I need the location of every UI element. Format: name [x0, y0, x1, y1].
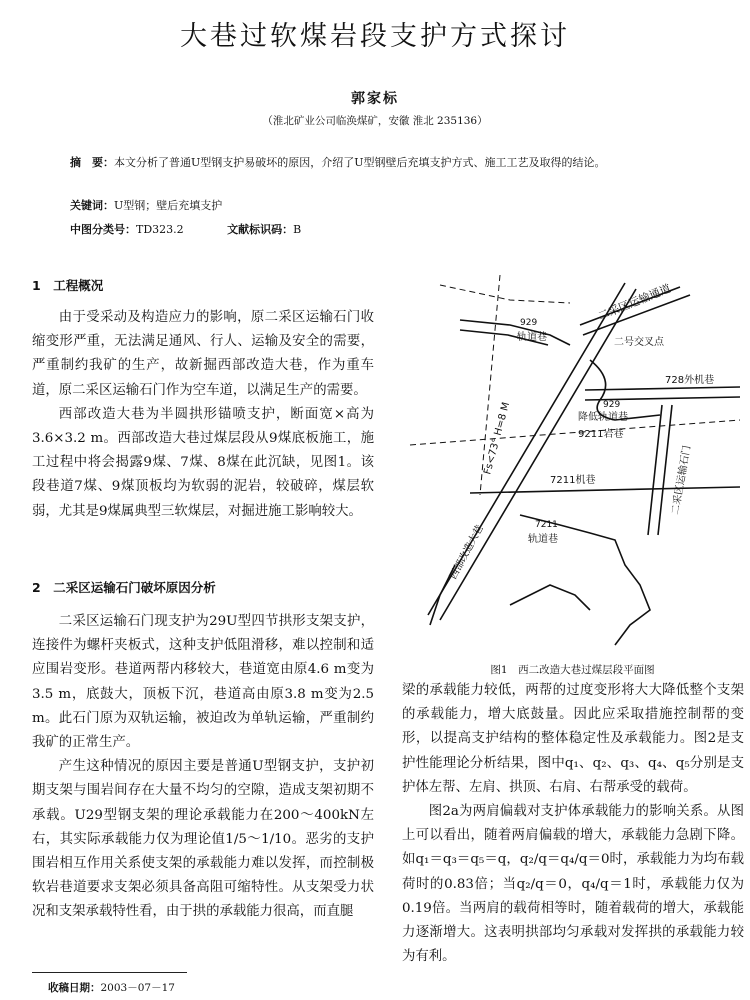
paragraph: 二采区运输石门现支护为29U型四节拱形支架支护，连接件为螺杆夹板式，这种支护低阻滑移，难以控制和适应围岩变形。巷道两帮内移较大，巷道宽由原4.6 m变为3.5 m，底鼓大，顶板下沉，巷道高由原3.8 m变为2.5 m。此石门原为双轨运输，被迫改为单轨运输，严重制约我矿的正常生产。 [32, 614, 374, 751]
clc-label: 中图分类号： [70, 223, 136, 236]
rock-9211-dashed [410, 420, 740, 445]
footnote-divider [32, 972, 187, 973]
footnote-value: 2003－07－17 [100, 982, 175, 994]
keywords [70, 197, 222, 213]
abstract [70, 153, 685, 173]
track-7211-line [510, 585, 590, 610]
figure-1-map [400, 265, 745, 670]
keywords-text: U型钢；壁后充填支护 [114, 199, 223, 212]
label-929: 929 [520, 318, 538, 328]
right-column-body [402, 679, 744, 969]
section-1-heading: 1 工程概况 [32, 278, 104, 293]
label-crosscut: 二采区运输石门 [670, 444, 694, 516]
abstract-text: 本文分析了普通U型钢支护易破坏的原因，介绍了U型钢壁后充填支护方式、施工工艺及取得的结论。 [114, 156, 606, 169]
paragraph: 西部改造大巷为半圆拱形锚喷支护，断面宽×高为3.6×3.2 m。西部改造大巷过煤层段从9煤底板施工，施工过程中将会揭露9煤、7煤、8煤在此沉缺，见图1。该段巷道7煤、9煤顶板均为软弱的泥岩，较破碎，煤层软弱，尤其是9煤属典型三软煤层，对掘进施工影响较大。 [32, 406, 374, 519]
label-7211-machine: 7211机巷 [550, 475, 596, 486]
section-2-heading: 2 二采区运输石门破坏原因分析 [32, 580, 216, 595]
author: 郭家标 [351, 91, 399, 107]
label-7211-track: 轨道巷 [528, 534, 558, 545]
dashed-line [440, 285, 570, 303]
label-junction: 二号交叉点 [614, 337, 664, 348]
figure-caption: 图1 西二改造大巷过煤层段平面图 [490, 664, 655, 676]
abstract-label: 摘 要： [70, 156, 114, 169]
doc-code-label: 文献标识码： [227, 223, 294, 236]
page-title: 大巷过软煤岩段支护方式探讨 [180, 21, 570, 52]
section-1-body [32, 306, 374, 524]
affiliation: （淮北矿业公司临涣煤矿，安徽 淮北 235136） [262, 115, 488, 127]
label-main-roadway: 西部改造大巷 [447, 523, 486, 582]
paragraph: 产生这种情况的原因主要是普通U型钢支护，支护初期支架与围岩间存在大量不均匀的空隙，造成支架初期不承载。U29型钢支架的理论承载能力在200～400kN左右，其实际承载能力仅为理论值1/5～1/10。恶劣的支护围岩相互作用关系使支架的承载能力难以发挥，而控制极软岩巷道要求支架必须具备高阻可缩特性。从支架受力状况和支架承载特性看，由于拱的承载能力很高，而直腿 [32, 759, 374, 920]
paragraph: 图2a为两肩偏载对支护体承载能力的影响关系。从图上可以看出，随着两肩偏载的增大，承载能力急剧下降。如q₁＝q₃＝q₅＝q，q₂/q＝q₄/q＝0时，承载能力为均布载荷时的0.83倍；当q₂/q＝0，q₄/q＝1时，承载能力仅为0.19倍。当两肩的载荷相等时，随着载荷的增大，承载能力逐渐增大。这表明拱部均匀承载对发挥拱的承载能力较为有利。 [402, 804, 744, 965]
label-929-track: 轨道巷 [517, 332, 547, 343]
paragraph: 梁的承载能力较低，两帮的过度变形将大大降低整个支架的承载能力，增大底鼓量。因此应采取措施控制帮的变形，以提高支护结构的整体稳定性及承载能力。图2是支护性能理论分析结果，图中q₁、q₂、q₃、q₄、q₅分别是支护体左帮、左肩、拱顶、右肩、右帮承受的载荷。 [402, 683, 744, 795]
keywords-label: 关键词： [70, 199, 114, 212]
label-929-lowered: 929 [603, 400, 621, 410]
footnote [48, 980, 175, 995]
label-9211: 9211岩巷 [578, 429, 624, 440]
doc-code-value: B [293, 223, 302, 236]
footnote-label: 收稿日期： [48, 982, 101, 994]
outer-728-line [585, 387, 740, 390]
label-728: 728外机巷 [665, 375, 715, 386]
machine-7211-line [470, 487, 740, 493]
paragraph: 由于受采动及构造应力的影响，原二采区运输石门收缩变形严重，无法满足通风、行人、运输及安全的需要，严重制约我矿的生产，故新掘西部改造大巷，作为重车道，原二采区运输石门作为空车道，以满足生产的需要。 [32, 310, 374, 398]
label-7211: 7211 [535, 520, 558, 530]
clc-value: TD323.2 [136, 223, 184, 236]
section-2-body [32, 610, 374, 925]
label-fault: Fs<73° H=8 M [482, 401, 513, 476]
label-929-lowered-track: 降低轨道巷 [578, 412, 628, 423]
classification [70, 221, 301, 237]
label-transport-roadway: 二采区运输通道 [596, 281, 673, 323]
